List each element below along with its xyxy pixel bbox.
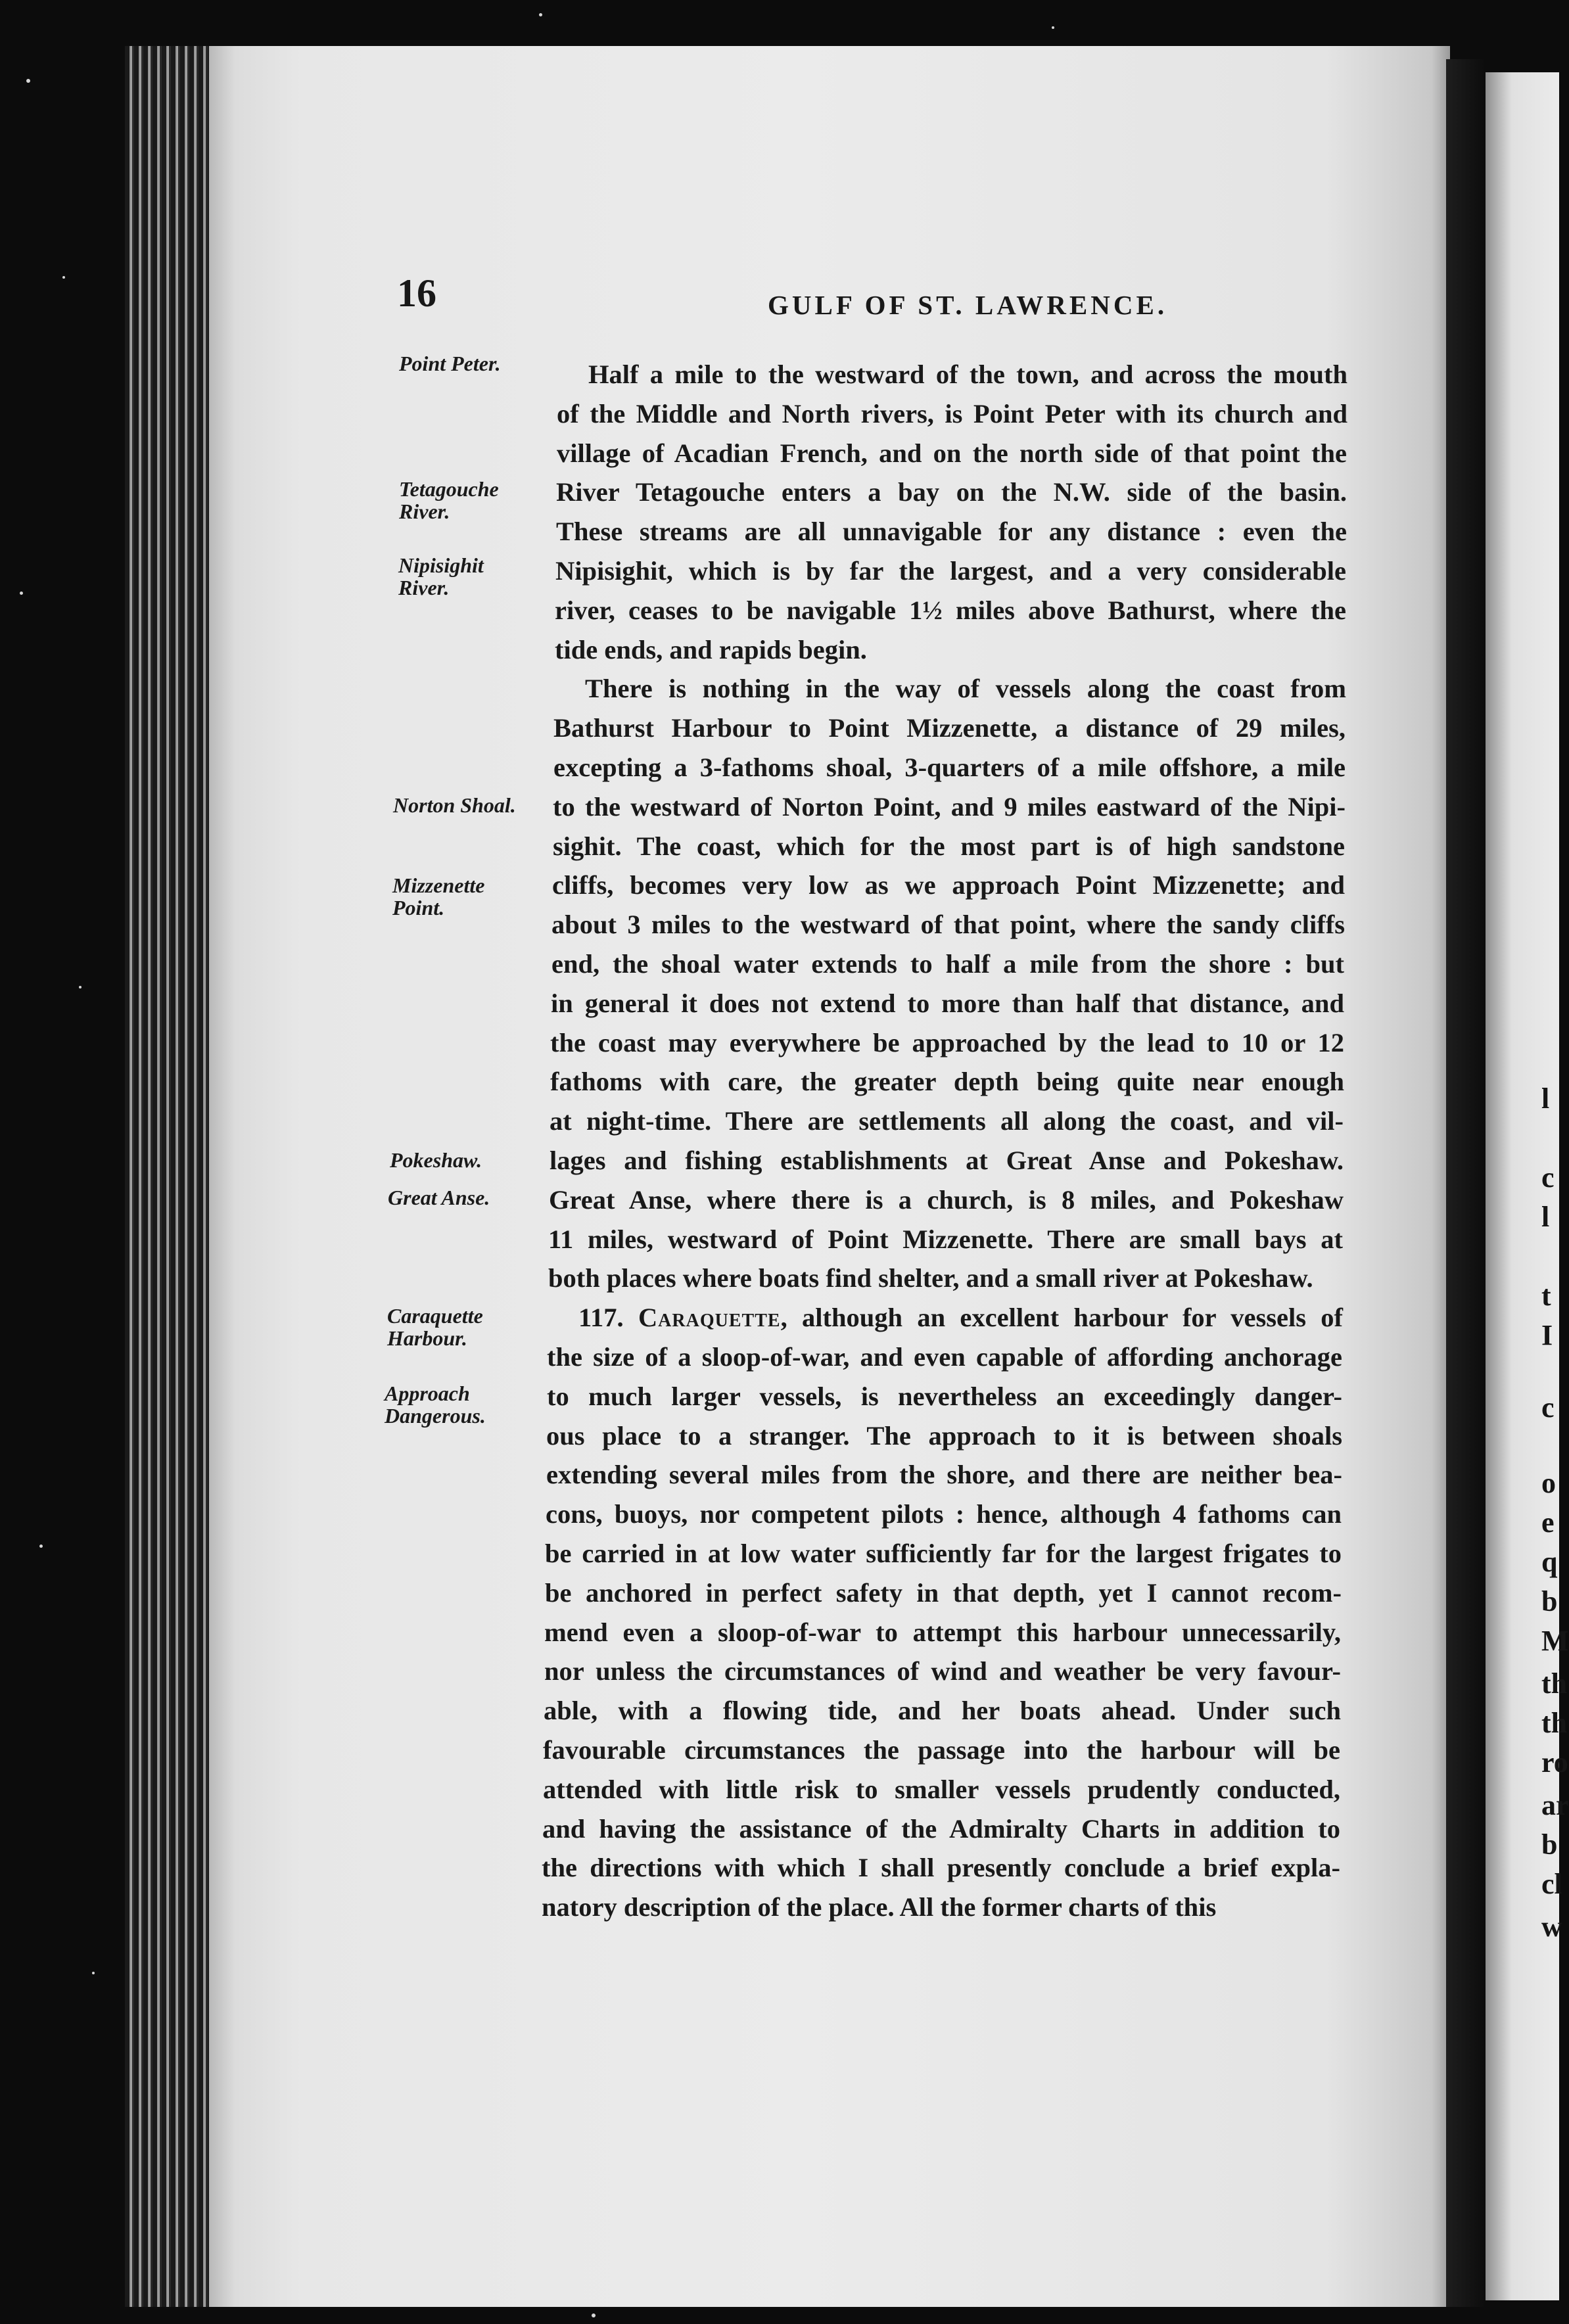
next-page-letter: q — [1541, 1546, 1558, 1578]
body-line: able, with a flowing tide, and her boats ahead. Under such — [544, 1696, 1341, 1725]
body-line: the coast may everywhere be approached by the lead to 10 or 12 — [550, 1028, 1344, 1057]
body-line: village of Acadian French, and on the north side of that point the — [557, 438, 1347, 468]
next-page-letter: l — [1541, 1201, 1550, 1233]
body-line: the directions with which I shall presently conclude a brief expla- — [542, 1853, 1340, 1882]
side-note-point-peter: Point Peter. — [399, 352, 501, 375]
side-note-tetagouche-river: Tetagouche River. — [399, 477, 499, 523]
body-line: Bathurst Harbour to Point Mizzenette, a distance of 29 miles, — [553, 713, 1346, 743]
body-line: attended with little risk to smaller vessels prudently conducted, — [543, 1775, 1340, 1804]
dust-speck — [62, 276, 65, 279]
dust-speck — [1052, 26, 1054, 29]
dust-speck — [539, 13, 542, 16]
body-line: Half a mile to the westward of the town, and across the mouth — [588, 360, 1347, 389]
body-line: river, ceases to be navigable 1½ miles above Bathurst, where the — [555, 595, 1346, 625]
next-page-letter: th — [1541, 1667, 1568, 1700]
next-page-letter: c — [1541, 1391, 1555, 1424]
next-page-letter: b — [1541, 1828, 1558, 1861]
body-line: end, the shoal water extends to half a mile from the shore : but — [551, 949, 1344, 979]
dust-speck — [20, 592, 23, 595]
side-note-great-anse: Great Anse. — [388, 1186, 490, 1209]
side-note-approach-dangerous: Approach Dangerous. — [385, 1382, 486, 1428]
body-line: sighit. The coast, which for the most part is of high sandstone — [553, 831, 1345, 861]
next-page-letter: c — [1541, 1161, 1555, 1194]
page-number: 16 — [397, 271, 436, 315]
body-line: ous place to a stranger. The approach to it is between shoals — [546, 1421, 1342, 1451]
next-page-letter: I — [1541, 1319, 1553, 1351]
page-gutter — [1446, 59, 1486, 2307]
body-line: be anchored in perfect safety in that depth, yet I cannot recom- — [545, 1578, 1342, 1608]
harbour-name-small-caps: Caraquette — [638, 1303, 781, 1332]
body-line: tide ends, and rapids begin. — [555, 635, 867, 664]
side-note-nipisighit-river: Nipisighit River. — [398, 553, 484, 599]
side-note-caraquette-harbour: Caraquette Harbour. — [387, 1304, 483, 1350]
next-page-letter: t — [1541, 1280, 1551, 1312]
body-line: to the westward of Norton Point, and 9 miles eastward of the Nipi- — [553, 792, 1346, 822]
body-line: Great Anse, where there is a church, is 8 miles, and Pokeshaw — [549, 1185, 1344, 1215]
body-line: River Tetagouche enters a bay on the N.W. side of the basin. — [556, 477, 1347, 507]
body-line: about 3 miles to the westward of that point, where the sandy cliffs — [551, 910, 1345, 939]
next-page-letter: ro — [1541, 1746, 1568, 1778]
body-line: These streams are all unnavigable for any distance : even the — [556, 517, 1347, 546]
next-page-letter: b — [1541, 1585, 1558, 1617]
body-line: 11 miles, westward of Point Mizzenette. There are small bays at — [548, 1224, 1343, 1254]
dust-speck — [26, 79, 30, 83]
body-line: 117. Caraquette, although an excellent harbour for vessels of — [578, 1303, 1343, 1332]
side-note-mizzenette-point: Mizzenette Point. — [392, 873, 485, 919]
next-page-letter: ar — [1541, 1789, 1569, 1821]
body-line: cliffs, becomes very low as we approach Point Mizzenette; and — [552, 870, 1345, 900]
body-line: the size of a sloop-of-war, and even capable of affording anchorage — [547, 1342, 1342, 1372]
body-line: favourable circumstances the passage into the harbour will be — [543, 1735, 1340, 1765]
next-page-letter: M — [1541, 1625, 1569, 1657]
next-page-letter: e — [1541, 1506, 1555, 1539]
body-line: mend even a sloop-of-war to attempt this harbour unnecessarily, — [544, 1617, 1341, 1647]
dust-speck — [92, 1972, 95, 1974]
body-line: There is nothing in the way of vessels along the coast from — [585, 674, 1346, 703]
next-page-letter: cl — [1541, 1868, 1562, 1900]
body-line: extending several miles from the shore, and there are neither bea- — [546, 1460, 1342, 1489]
next-page-letter: w — [1541, 1911, 1562, 1943]
side-note-norton-shoal: Norton Shoal. — [393, 793, 516, 817]
body-line: cons, buoys, nor competent pilots : hence, although 4 fathoms can — [546, 1499, 1342, 1529]
body-line: both places where boats find shelter, and a small river at Pokeshaw. — [548, 1263, 1313, 1293]
body-line: to much larger vessels, is nevertheless an exceedingly danger- — [547, 1382, 1342, 1411]
body-line: in general it does not extend to more than half that distance, and — [551, 988, 1344, 1018]
body-line: lages and fishing establishments at Great Anse and Pokeshaw. — [550, 1146, 1344, 1175]
body-line: Nipisighit, which is by far the largest, and a very considerable — [555, 556, 1346, 586]
dust-speck — [79, 986, 82, 988]
next-page-letter: th — [1541, 1707, 1568, 1739]
dust-speck — [39, 1545, 43, 1548]
next-page-letter: l — [1541, 1082, 1550, 1115]
body-line: natory description of the place. All the former charts of this — [542, 1892, 1217, 1922]
body-line: be carried in at low water sufficiently far for the largest frigates to — [545, 1539, 1342, 1568]
body-line: of the Middle and North rivers, is Point Peter with its church and — [557, 399, 1347, 429]
body-line: at night-time. There are settlements all along the coast, and vil- — [550, 1106, 1344, 1136]
running-head: GULF OF ST. LAWRENCE. — [768, 290, 1168, 320]
body-line: nor unless the circumstances of wind and weather be very favour- — [544, 1656, 1341, 1686]
dust-speck — [592, 2313, 596, 2317]
body-line: and having the assistance of the Admiralty Charts in addition to — [542, 1814, 1340, 1844]
side-note-pokeshaw: Pokeshaw. — [390, 1148, 482, 1172]
next-page-letter: o — [1541, 1467, 1556, 1499]
body-line: fathoms with care, the greater depth being quite near enough — [550, 1067, 1344, 1096]
body-line: excepting a 3-fathoms shoal, 3-quarters of a mile offshore, a mile — [553, 753, 1346, 782]
